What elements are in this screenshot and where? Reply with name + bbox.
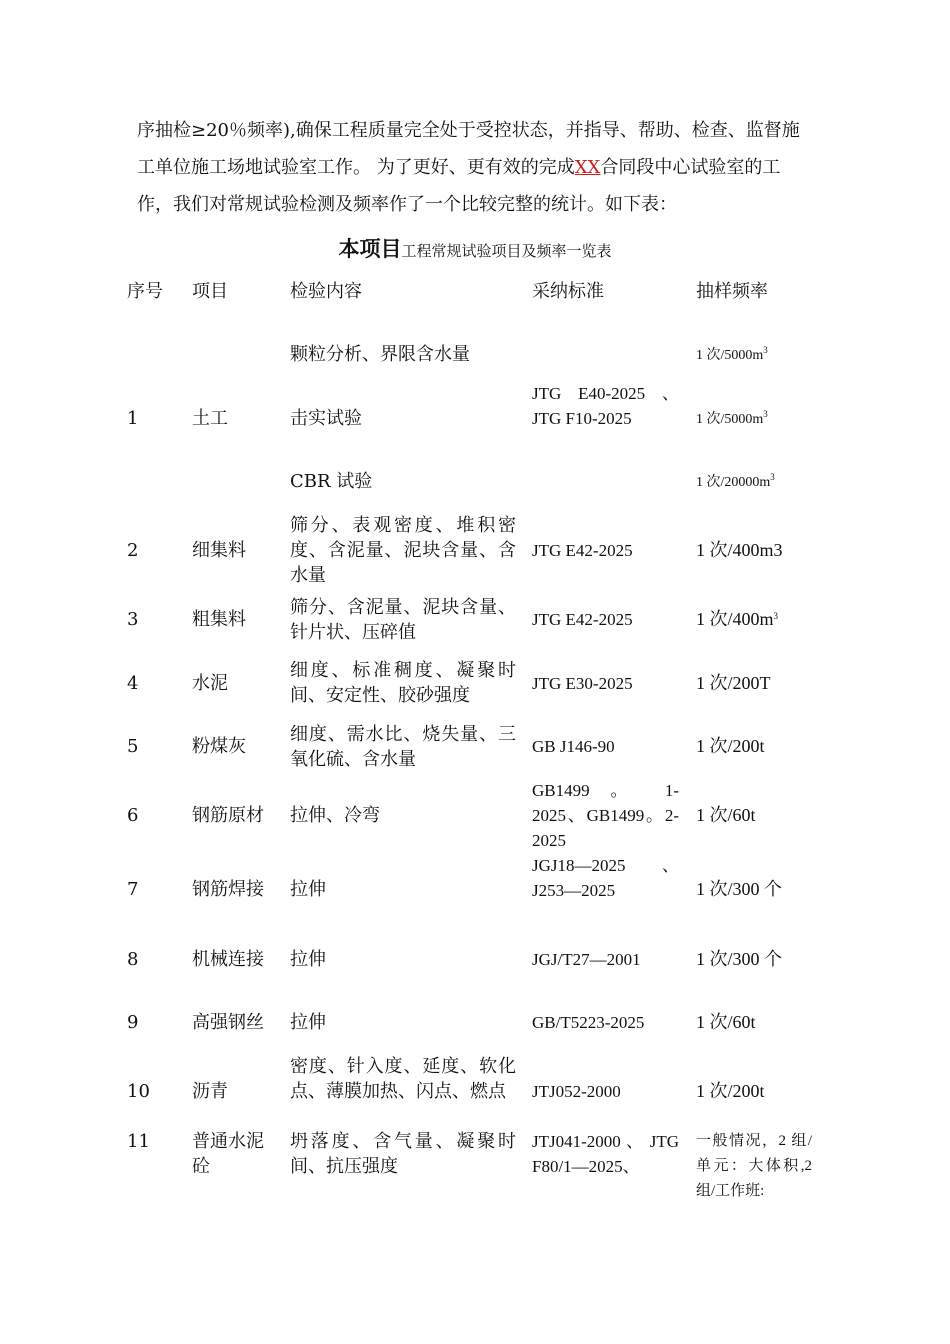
row-3-content: 筛分、含泥量、泥块含量、针片状、压碎值 [290,597,516,643]
row-7-content: 拉伸 [290,879,326,900]
row-7-standard: JGJ18—2025 、 J253—2025 [532,856,679,900]
row-3-item: 粗集料 [192,609,246,630]
row-2-item: 细集料 [192,540,246,561]
row-11-standard: JTJ041-2000 、 JTG F80/1—2025、 [532,1132,679,1176]
row-1-content-c: CBR 试验 [290,471,373,492]
row-7-no: 7 [127,879,139,900]
intro-line-2-end: 合同段中心试验室的工 [600,157,781,178]
row-7-frequency: 1 次/300 个 [696,879,783,899]
row-8-standard: JGJ/T27—2001 [532,950,641,969]
header-standard: 采纳标准 [532,281,604,302]
row-3-no: 3 [127,609,139,630]
table-title-bold: 本项目 [338,237,402,261]
row-6-no: 6 [127,805,139,826]
row-8-frequency: 1 次/300 个 [696,949,783,969]
table-title-rest: 工程常规试验项目及频率一览表 [401,242,612,260]
row-10-no: 10 [127,1081,150,1102]
row-4-frequency: 1 次/200T [696,673,771,693]
row-10-standard: JTJ052-2000 [532,1082,621,1101]
row-5-item: 粉煤灰 [192,736,246,757]
row-11-content: 坍落度、含气量、凝聚时间、抗压强度 [290,1131,516,1177]
row-1-content-a: 颗粒分析、界限含水量 [290,344,470,365]
row-4-content: 细度、标准稠度、凝聚时间、安定性、胶砂强度 [290,660,516,706]
row-2-no: 2 [127,540,139,561]
row-9-item: 高强钢丝 [192,1012,264,1033]
row-3-standard: JTG E42-2025 [532,610,633,629]
row-8-content: 拉伸 [290,949,326,970]
row-2-content: 筛分、表观密度、堆积密度、含泥量、泥块含量、含水量 [290,515,516,586]
table-title [0,233,950,263]
header-no: 序号 [127,281,163,302]
row-1-frequency-a: 1 次$/5000m^3$ [696,345,768,363]
row-9-frequency: 1 次/60t [696,1012,756,1032]
row-1-content-b: 击实试验 [290,408,362,429]
row-9-standard: GB/T5223-2025 [532,1013,645,1032]
row-9-no: 9 [127,1012,139,1033]
contract-placeholder-link[interactable]: XX [574,157,601,178]
row-5-content: 细度、需水比、烧失量、三氧化硫、含水量 [290,724,516,770]
header-content: 检验内容 [290,281,362,302]
intro-line-2 [137,149,837,186]
row-2-standard: JTG E42-2025 [532,541,633,560]
row-4-no: 4 [127,673,139,694]
row-3-frequency: 1 次$/400m^3$ [696,609,779,629]
row-10-item: 沥青 [192,1081,228,1102]
row-1-standard: JTG E40-2025 、 JTG F10-2025 [532,384,679,428]
row-5-frequency: 1 次/200t [696,736,765,756]
intro-line-3: 作，我们对常规试验检测及频率作了一个比较完整的统计。如下表： [137,194,677,215]
row-5-no: 5 [127,736,139,757]
row-1-frequency-c: 1 次$/20000m^3$ [696,472,775,490]
intro-paragraph [137,112,837,223]
row-6-item: 钢筋原材 [192,805,264,826]
row-6-standard: GB1499 。 1-2025、GB1499。2-2025 [532,781,679,850]
row-1-item: 土工 [192,408,228,429]
row-11-item: 普通水泥砼 [192,1131,264,1177]
row-10-content: 密度、针入度、延度、软化点、薄膜加热、闪点、燃点 [290,1056,516,1102]
header-item: 项目 [192,281,228,302]
row-6-content: 拉伸、冷弯 [290,805,380,826]
row-1-frequency-b: 1 次$/5000m^3$ [696,409,768,427]
row-9-content: 拉伸 [290,1012,326,1033]
row-4-item: 水泥 [192,673,228,694]
row-10-frequency: 1 次/200t [696,1081,765,1101]
row-11-frequency: 一般情况，2 组/单元：大体积,2 组/工作班: [696,1133,812,1199]
row-2-frequency: 1 次/400m3 [696,540,783,560]
intro-line-2-start: 工单位施工场地试验室工作。 为了更好、更有效的完成 [137,157,575,178]
row-6-frequency: 1 次/60t [696,805,756,825]
row-11-no: 11 [127,1131,150,1152]
row-7-item: 钢筋焊接 [192,879,264,900]
row-5-standard: GB J146-90 [532,737,615,756]
row-8-item: 机械连接 [192,949,264,970]
row-1-no: 1 [127,408,139,429]
row-8-no: 8 [127,949,139,970]
header-frequency: 抽样频率 [696,281,768,302]
intro-line-1: 序抽检≥20％频率),确保工程质量完全处于受控状态，并指导、帮助、检查、监督施 [137,120,800,141]
row-4-standard: JTG E30-2025 [532,674,633,693]
